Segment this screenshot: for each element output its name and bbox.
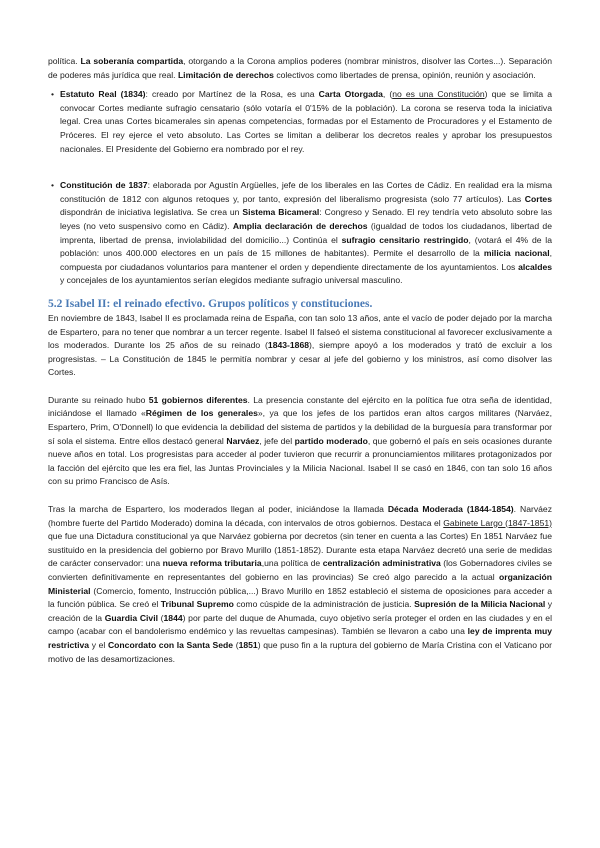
text-run: , compuesta por ciudadanos voluntarios para mantener el orden y dependiente directamente de los ayuntamientos. Los (60, 248, 552, 272)
bold-text-run: partido moderado (294, 435, 368, 446)
bold-text-run: Guardia Civil (104, 612, 158, 623)
text-run: ,una política de (261, 558, 323, 569)
bold-text-run: 51 gobiernos diferentes (148, 394, 248, 405)
text-run: , ( (382, 89, 393, 100)
bold-text-run: Supresión de la Milicia Nacional (414, 599, 546, 610)
bold-text-run: ley de imprenta muy restrictiva (48, 626, 552, 650)
text-run: que fue una Dictadura constitucional ya que Narváez gobierna por decretos (sin tener en cuenta a las Cortes) En 1851 Narváez fue sustituido en la presidencia del gobierno por Bravo Murillo (1851-1852). Durante esta etapa Narváez decretó una serie de medidas de carácter conservador: una (48, 531, 552, 569)
bold-text-run: Limitación de derechos (177, 69, 274, 80)
text-run: Durante su reinado hubo (48, 394, 149, 405)
bold-text-run: Amplia declaración de derechos (232, 220, 368, 231)
underlined-text-run: no es una Constitución (392, 89, 485, 100)
text-run: , jefe del (259, 435, 295, 446)
estatuto-real-text (60, 88, 552, 156)
text-run: (los Gobernadores civiles se convierten definitivamente en representantes del gobierno en las provincias) Se creó algo parecido a la actual (48, 558, 553, 582)
paragraph-gobiernos (48, 394, 552, 489)
bold-text-run: Carta Otorgada (318, 89, 383, 100)
text-run: política. (48, 56, 81, 66)
bullet-icon: • (51, 89, 55, 100)
underlined-text-run: Gabinete Largo (1847-1851) (443, 517, 552, 528)
text-run: ) por parte del duque de Ahumada, cuyo objetivo sería proteger el orden en las ciudades y en el campo (acabar con el bandolerismo endémico y las revueltas campesinas). También se llevaron a cabo una (48, 612, 552, 637)
text-run: . Narváez (hombre fuerte del Partido Moderado) domina la década, con intervalos de otros gobiernos. Destaca el (48, 504, 552, 528)
text-run: y creación de la (48, 599, 553, 623)
text-run: (igualdad de todos los ciudadanos, libertad de imprenta, libertad de prensa, inviolabilidad del domicilio...) Continúa el (60, 220, 552, 245)
bold-text-run: Concordato con la Santa Sede (107, 639, 234, 650)
bold-text-run: 1844 (163, 612, 183, 623)
section-title: 5.2 Isabel II: el reinado efectivo. Grupos políticos y constituciones. (48, 297, 373, 310)
bold-text-run: Sistema Bicameral (242, 207, 320, 218)
text-run: , que gobernó el país en seis ocasiones durante nueve años en total. Los progresistas para acceder al poder tuvieron que recurrir a pronunciamientos militares protagonizados por la facción del ejército que les era fiel, las Juntas Provinciales y la Milicia Nacional. Isabel II se casó en 1846, con tan solo 16 años con su primo Francisco de Asís. (48, 435, 552, 487)
bold-text-run: Constitución de 1837 (60, 180, 148, 191)
bold-text-run: nueva reforma tributaria (162, 558, 262, 569)
bold-text-run: Década Moderada (1844-1854) (387, 504, 514, 515)
paragraph-reinado (48, 312, 552, 380)
text-run: como cúspide de la administración de justicia. (233, 599, 415, 610)
bold-text-run: Cortes (524, 193, 552, 204)
bold-text-run: organización Ministerial (48, 572, 552, 596)
bold-text-run: sufragio censitario restringido (341, 234, 469, 245)
text-run: : creado por Martínez de la Rosa, es una (145, 89, 319, 100)
text-run: ) que puso fin a la ruptura del gobierno de María Cristina con el Vaticano por motivo de las desamortizaciones. (48, 639, 553, 664)
text-run: En noviembre de 1843, Isabel II es proclamada reina de España, con tan solo 13 años, ante el vacío de poder dejado por la marcha de Espartero, para no tener que nombrar a un tercer regente. Isabel II falseó el sistema constitucional al favorecer exclusivamente a los moderados. Durante los 25 años de su reinado ( (48, 312, 552, 351)
text-run: ), siempre apoyó a los moderados y trató de excluir a los progresistas. – La Constitución de 1845 le permitía nombrar y cesar al jefe del gobierno y los ministros, así como disolver las Cortes. (48, 340, 552, 378)
text-run: : Congreso y Senado. El rey tendría veto absoluto sobre las leyes (no veto suspensivo como en Cádiz). (60, 207, 552, 231)
text-run: , (votará el 4% de la población: unos 400.000 electores en un país de 15 millones de habitantes). Permite el desarrollo de la (60, 234, 552, 259)
bold-text-run: 1843-1868 (267, 340, 310, 351)
text-run: », ya que los jefes de los partidos eran altos cargos militares (Narváez, Espartero, Prim, O'Donnell) lo que evidencia la debilidad del sistema de partidos y la debilidad de la burguesía para transformar por sí sola el sistema. Entre ellos destacó general (48, 408, 552, 446)
bold-text-run: Régimen de los generales (145, 408, 258, 419)
text-run: ( (157, 612, 164, 623)
constitucion-1837-text (60, 179, 552, 288)
estatuto-real-bullet (48, 88, 552, 156)
text-run: y el (89, 639, 108, 650)
bullet-icon: • (51, 180, 55, 191)
text-run: colectivos como libertades de prensa, opinión, reunión y asociación. (273, 69, 536, 80)
bold-text-run: Tribunal Supremo (160, 599, 234, 610)
bold-text-run: 1851 (238, 639, 258, 650)
text-run: . La presencia constante del ejército en la política fue otra seña de identidad, iniciándose el llamado « (48, 394, 552, 419)
bold-text-run: Narváez (226, 435, 260, 446)
constitucion-1837-bullet (48, 179, 552, 288)
text-run: dispondrán de iniciativa legislativa. Se crea un (60, 207, 243, 218)
bold-text-run: milicia nacional (483, 248, 550, 259)
text-run: ) que se limita a convocar Cortes mediante sufragio censatario (sólo votaría el 0'15% de la población). La corona se reserva toda la iniciativa legal. Crea unas Cortes bicamerales sin apenas competencias, formadas por el Estamento de Procuradores y el Estamento de Próceres. El rey ejerce el veto absoluto. Las Cortes se limitan a deliberar los decretos reales y aprobar los presupuestos nacionales. El Presidente del Gobierno era nombrado por el rey. (60, 89, 552, 154)
intro-paragraph (48, 55, 552, 82)
text-run: ( (233, 639, 239, 650)
bold-text-run: La soberanía compartida (80, 56, 184, 66)
bold-text-run: alcaldes (518, 261, 552, 272)
text-run: : elaborada por Agustín Argüelles, jefe de los liberales en las Cortes de Cádiz. En realidad era la misma constitución de 1812 con algunos retoques y, por tanto, expresión del liberalismo progresista (solo 77 artículos). Las (60, 180, 552, 204)
bold-text-run: centralización administrativa (322, 558, 441, 569)
bold-text-run: Estatuto Real (1834) (60, 89, 146, 100)
text-run: Tras la marcha de Espartero, los moderados llegan al poder, iniciándose la llamada (48, 504, 388, 515)
paragraph-decada-moderada (48, 503, 552, 666)
text-run: y concejales de los ayuntamientos serían elegidos mediante sufragio universal masculino. (60, 275, 403, 286)
text-run: (Comercio, fomento, Instrucción pública,...) Bravo Murillo en 1852 estableció el sistema de oposiciones para acceder a la función pública. Se creó el (48, 585, 552, 610)
text-run: , otorgando a la Corona amplios poderes (nombrar ministros, disolver las Cortes...). Separación de poderes más jurídica que real. (48, 56, 552, 80)
